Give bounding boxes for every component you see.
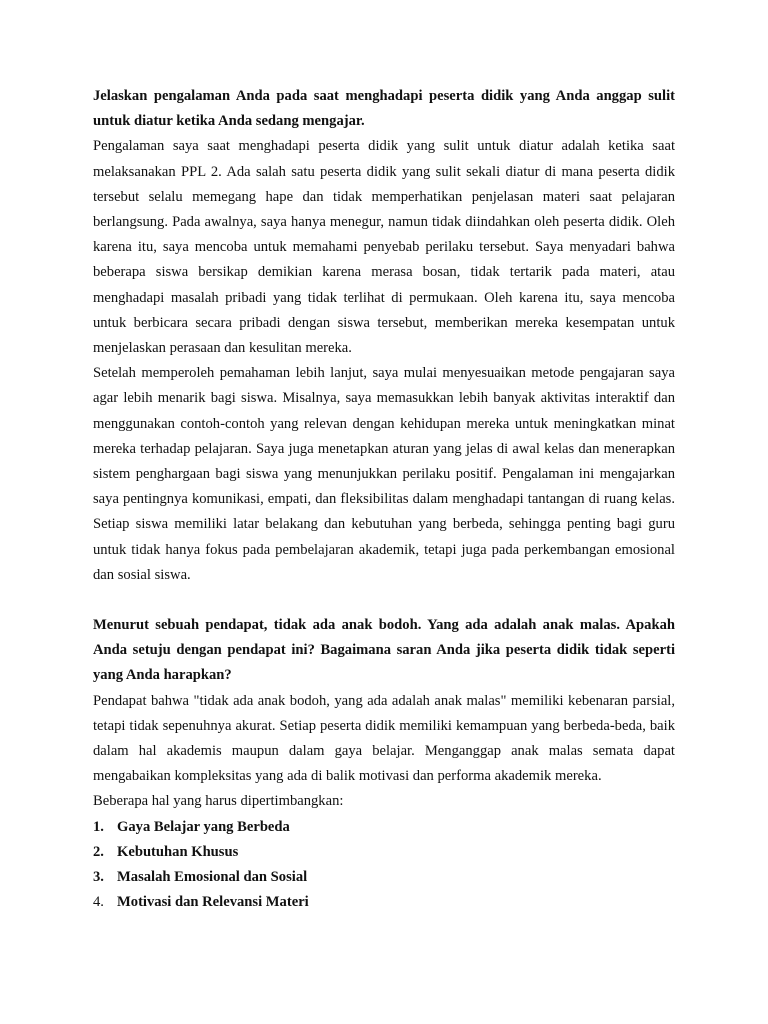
answer-2-paragraph: Pendapat bahwa "tidak ada anak bodoh, yang ada adalah anak malas" memiliki kebenaran parsial, tetapi tidak sepenuhnya akurat. Setiap peserta didik memiliki kemampuan yang berbeda-beda, baik dalam hal akademis maupun dalam gaya belajar. Menganggap anak malas semata dapat mengabaikan kompleksitas yang ada di balik motivasi dan performa akademik mereka. [93, 692, 675, 785]
list-intro: Beberapa hal yang harus dipertimbangkan: [93, 793, 344, 810]
answer-1-paragraph-1: Pengalaman saya saat menghadapi peserta didik yang sulit untuk diatur adalah ketika saat melaksanakan PPL 2. Ada salah satu peserta didik yang sulit sekali diatur di mana peserta didik tersebut selalu memegang hape dan tidak memperhatikan penjelasan materi saat pelajaran berlangsung. Pada awalnya, saya hanya menegur, namun tidak diindahkan oleh peserta didik. Oleh karena itu, saya mencoba untuk memahami penyebab perilaku tersebut. Saya menyadari bahwa beberapa siswa bersikap demikian karena merasa bosan, tidak tertarik pada materi, atau menghadapi masalah pribadi yang tidak terlihat di permukaan. Oleh karena itu, saya mencoba untuk berbicara secara pribadi dengan siswa tersebut, memberikan mereka kesempatan untuk menjelaskan perasaan dan kesulitan mereka. [93, 138, 675, 357]
list-item [93, 890, 675, 915]
list-item [93, 840, 675, 865]
list-item-text: Masalah Emosional dan Sosial [117, 869, 308, 886]
list-item-text: Kebutuhan Khusus [117, 843, 239, 860]
list-item-number: 3. [93, 869, 104, 886]
list-item [93, 815, 675, 840]
section-spacer [93, 588, 675, 613]
list-item-text: Motivasi dan Relevansi Materi [117, 894, 309, 911]
answer-1-paragraph-2: Setelah memperoleh pemahaman lebih lanjut, saya mulai menyesuaikan metode pengajaran saya agar lebih menarik bagi siswa. Misalnya, saya memasukkan lebih banyak aktivitas interaktif dan menggunakan contoh-contoh yang relevan dengan kehidupan mereka untuk meningkatkan minat mereka terhadap pelajaran. Saya juga menetapkan aturan yang jelas di awal kelas dan menerapkan sistem penghargaan bagi siswa yang menunjukkan perilaku positif. Pengalaman ini mengajarkan saya pentingnya komunikasi, empati, dan fleksibilitas dalam menghadapi tantangan di ruang kelas. Setiap siswa memiliki latar belakang dan kebutuhan yang berbeda, sehingga penting bagi guru untuk tidak hanya fokus pada pembelajaran akademik, tetapi juga pada perkembangan emosional dan sosial siswa. [93, 365, 675, 583]
list-item-text: Gaya Belajar yang Berbeda [117, 818, 290, 835]
considerations-list [93, 815, 675, 916]
list-item [93, 865, 675, 890]
list-item-number: 4. [93, 894, 104, 911]
question-2: Menurut sebuah pendapat, tidak ada anak bodoh. Yang ada adalah anak malas. Apakah Anda setuju dengan pendapat ini? Bagaimana saran Anda jika peserta didik tidak seperti yang Anda harapkan? [93, 617, 675, 684]
question-1: Jelaskan pengalaman Anda pada saat menghadapi peserta didik yang Anda anggap sulit untuk diatur ketika Anda sedang mengajar. [93, 88, 675, 130]
document-body [93, 84, 675, 916]
list-item-number: 2. [93, 843, 104, 860]
list-item-number: 1. [93, 818, 104, 835]
